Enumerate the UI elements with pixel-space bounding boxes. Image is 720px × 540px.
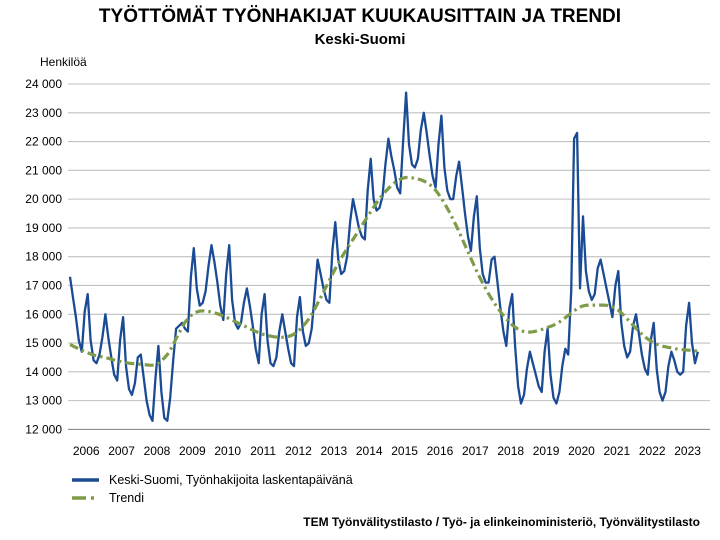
x-tick-label: 2018 (497, 444, 525, 458)
x-tick-label: 2019 (532, 444, 560, 458)
x-tick-label: 2022 (638, 444, 666, 458)
x-tick-label: 2014 (355, 444, 383, 458)
x-tick-label: 2015 (391, 444, 418, 458)
x-tick-label: 2013 (320, 444, 348, 458)
source-note: TEM Työnvälitystilasto / Työ- ja elinkeinoministeriö, Työnvälitystilasto (303, 515, 700, 529)
x-tick-label: 2020 (568, 444, 595, 458)
x-tick-label: 2011 (250, 444, 277, 458)
y-tick-label: 12 000 (25, 422, 62, 437)
dash-dot-line-swatch-icon (71, 494, 101, 502)
chart-subtitle: Keski-Suomi (314, 31, 406, 48)
x-tick-label: 2009 (178, 444, 206, 458)
x-tick-label: 2006 (72, 444, 100, 458)
y-tick-label: 22 000 (25, 134, 62, 149)
y-tick-label: 16 000 (25, 307, 62, 322)
y-tick-label: 23 000 (25, 105, 62, 120)
y-tick-label: 14 000 (25, 364, 62, 379)
y-tick-label: 21 000 (25, 163, 62, 178)
x-tick-label: 2008 (143, 444, 171, 458)
x-tick-label: 2016 (426, 444, 454, 458)
x-tick-label: 2012 (285, 444, 312, 458)
solid-line-swatch-icon (71, 476, 101, 484)
x-tick-label: 2023 (674, 444, 701, 458)
legend-item-trend (71, 489, 353, 507)
y-tick-label: 19 000 (25, 220, 62, 235)
y-tick-label: 20 000 (25, 192, 62, 207)
y-tick-label: 17 000 (25, 278, 62, 293)
legend-series-label: Keski-Suomi, Työnhakijoita laskentapäivänä (109, 473, 353, 487)
legend-trend-label: Trendi (109, 491, 144, 505)
y-tick-label: 13 000 (25, 393, 62, 408)
x-tick-label: 2017 (461, 444, 489, 458)
legend (71, 471, 353, 507)
y-tick-label: 18 000 (25, 249, 62, 264)
legend-item-series (71, 471, 353, 489)
chart-title: TYÖTTÖMÄT TYÖNHAKIJAT KUUKAUSITTAIN JA TRENDI (98, 6, 622, 27)
x-tick-label: 2021 (603, 444, 631, 458)
y-tick-label: 24 000 (25, 77, 62, 91)
y-tick-label: 15 000 (25, 336, 62, 351)
x-tick-label: 2007 (108, 444, 135, 458)
y-axis-unit-label: Henkilöä (40, 55, 87, 69)
x-tick-label: 2010 (214, 444, 242, 458)
